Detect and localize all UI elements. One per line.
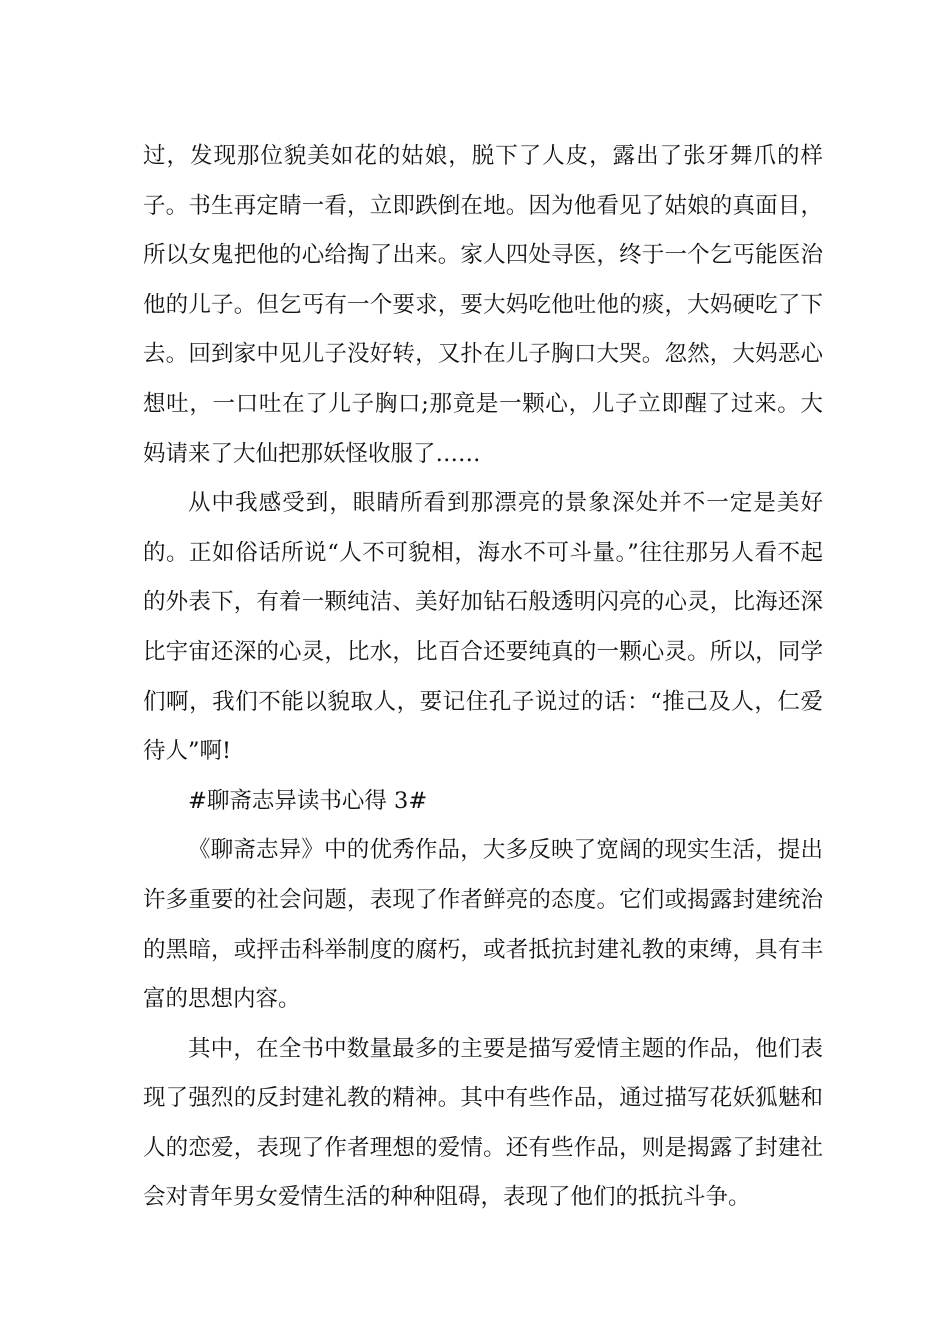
paragraph-continuation: 过，发现那位貌美如花的姑娘，脱下了人皮，露出了张牙舞爪的样子。书生再定睛一看，立即跌倒在地。因为他看见了姑娘的真面目，所以女鬼把他的心给掏了出来。家人四处寻医，终于一个乞丐能医治他的儿子。但乞丐有一个要求，要大妈吃他吐他的痰，大妈硬吃了下去。回到家中见儿子没好转，又扑在儿子胸口大哭。忽然，大妈恶心想吐，一口吐在了儿子胸口;那竟是一颗心，儿子立即醒了过来。大妈请来了大仙把那妖怪收服了…… [143,143,823,467]
paragraph-love-themes: 其中，在全书中数量最多的主要是描写爱情主题的作品，他们表现了强烈的反封建礼教的精神。其中有些作品，通过描写花妖狐魅和人的恋爱，表现了作者理想的爱情。还有些作品，则是揭露了封建社会对青年男女爱情生活的种种阻碍，表现了他们的抵抗斗争。 [143,1035,823,1211]
document-body [143,132,823,1223]
paragraph-reflection: 从中我感受到，眼睛所看到那漂亮的景象深处并不一定是美好的。正如俗话所说“人不可貌相，海水不可斗量。”往往那另人看不起的外表下，有着一颗纯洁、美好加钻石般透明闪亮的心灵，比海还深比宇宙还深的心灵，比水，比百合还要纯真的一颗心灵。所以，同学们啊，我们不能以貌取人，要记住孔子说过的话：“推己及人，仁爱待人”啊! [143,490,823,765]
paragraph-overview: 《聊斋志异》中的优秀作品，大多反映了宽阔的现实生活，提出许多重要的社会问题，表现了作者鲜亮的态度。它们或揭露封建统治的黑暗，或抨击科举制度的腐朽，或者抵抗封建礼教的束缚，具有丰富的思想内容。 [143,837,823,1013]
section-heading: #聊斋志异读书心得 3# [188,787,428,814]
